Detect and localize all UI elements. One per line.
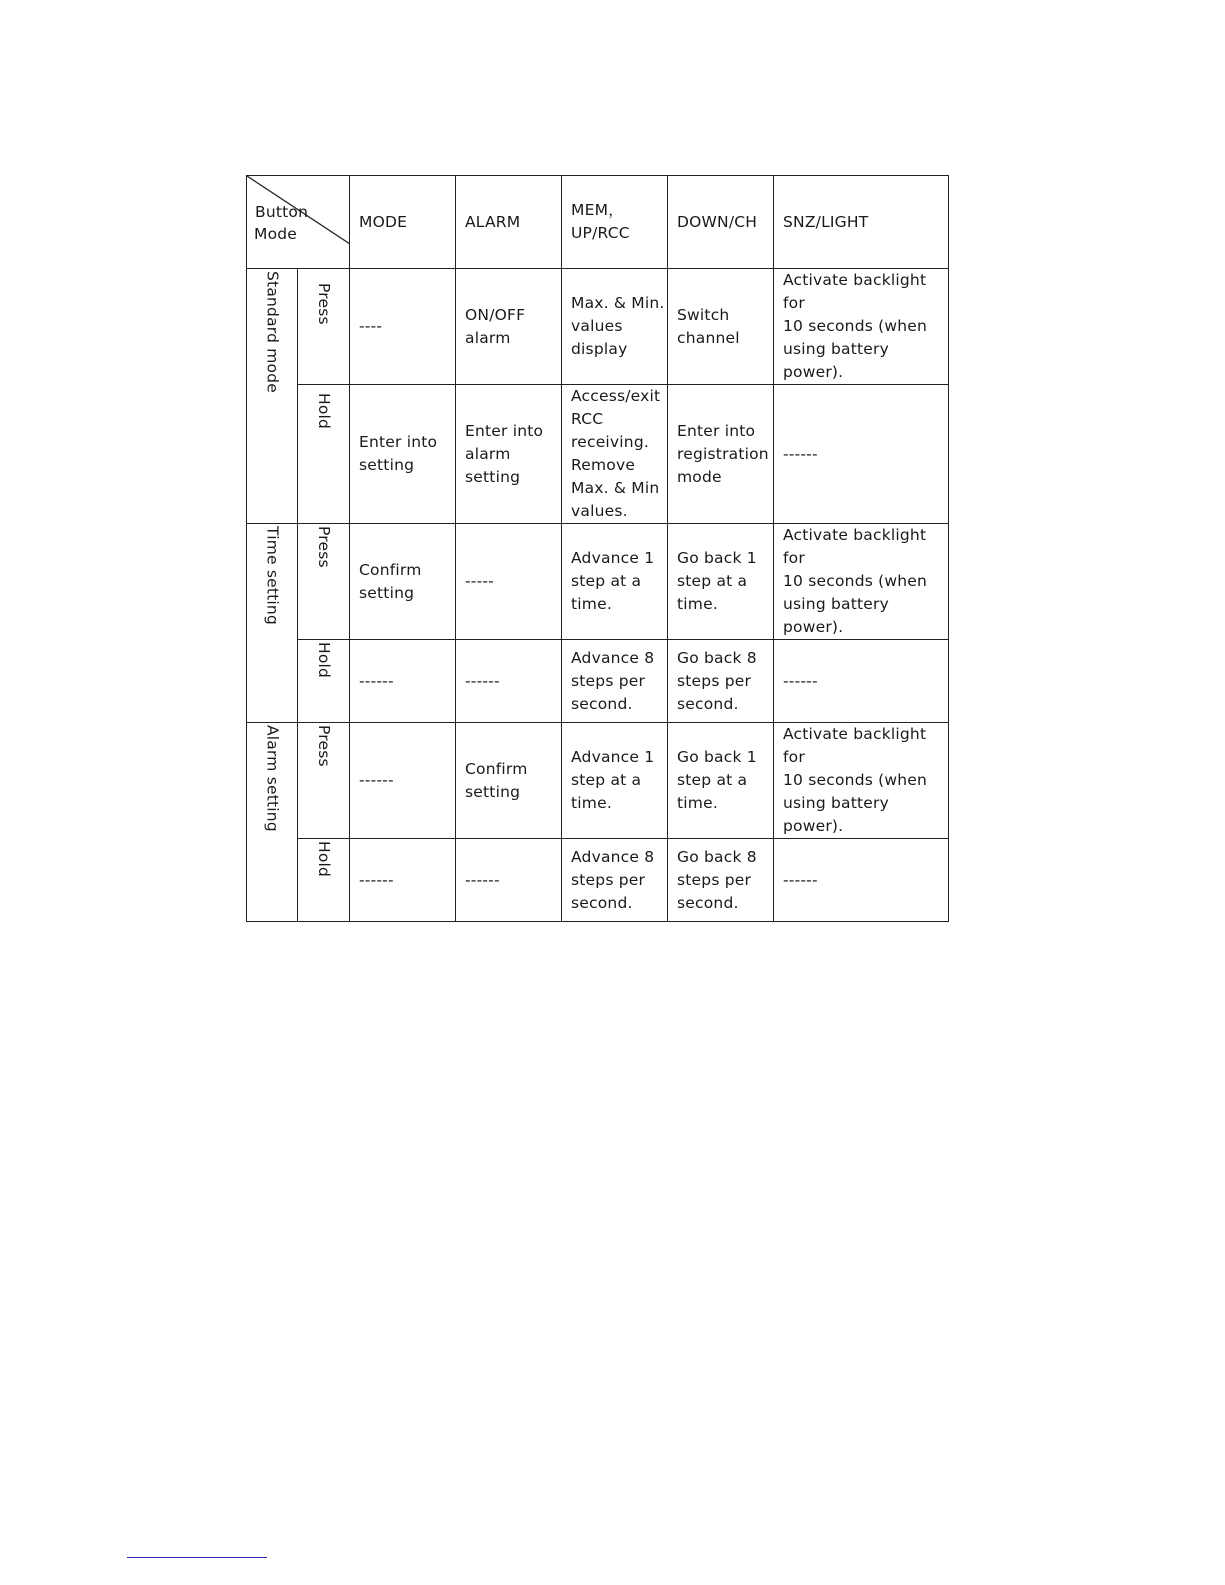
action-cell bbox=[298, 723, 350, 839]
table-cell: Enter into alarm setting bbox=[456, 385, 562, 524]
column-header-mode: MODE bbox=[350, 176, 456, 269]
corner-label-mode: Mode bbox=[254, 225, 298, 243]
group-label-standard-mode: Standard mode bbox=[263, 271, 282, 393]
table-cell: Confirm setting bbox=[350, 524, 456, 640]
button-function-table-wrapper bbox=[246, 175, 948, 912]
table-cell: Advance 1 step at a time. bbox=[562, 524, 668, 640]
action-cell bbox=[298, 524, 350, 640]
table-cell: Advance 8 steps per second. bbox=[562, 839, 668, 922]
action-label-press: Press bbox=[315, 526, 333, 568]
corner-label-button: Button bbox=[255, 203, 309, 221]
table-cell: ------ bbox=[350, 839, 456, 922]
table-cell: Go back 8 steps per second. bbox=[668, 640, 774, 723]
action-cell bbox=[298, 385, 350, 524]
table-row bbox=[247, 723, 949, 839]
column-header-down-ch: DOWN/CH bbox=[668, 176, 774, 269]
table-cell: Access/exit RCC receiving. Remove Max. & Min values. bbox=[562, 385, 668, 524]
table-cell: ---- bbox=[350, 269, 456, 385]
group-label-cell bbox=[247, 269, 298, 524]
table-cell: ------ bbox=[774, 839, 949, 922]
action-cell bbox=[298, 839, 350, 922]
button-function-table bbox=[246, 175, 949, 922]
action-cell bbox=[298, 640, 350, 723]
group-label-time-setting: Time setting bbox=[263, 526, 282, 625]
table-cell: ON/OFF alarm bbox=[456, 269, 562, 385]
action-label-press: Press bbox=[315, 283, 333, 325]
column-header-alarm: ALARM bbox=[456, 176, 562, 269]
table-cell: ------ bbox=[774, 640, 949, 723]
table-cell: Go back 8 steps per second. bbox=[668, 839, 774, 922]
header-row bbox=[247, 176, 949, 269]
table-cell: Advance 8 steps per second. bbox=[562, 640, 668, 723]
table-row bbox=[247, 524, 949, 640]
action-label-hold: Hold bbox=[315, 393, 333, 430]
table-cell: ------ bbox=[774, 385, 949, 524]
column-header-mem-up-rcc: MEM， UP/RCC bbox=[562, 176, 668, 269]
table-cell: Advance 1 step at a time. bbox=[562, 723, 668, 839]
table-cell: Enter into setting bbox=[350, 385, 456, 524]
table-cell: Enter into registration mode bbox=[668, 385, 774, 524]
corner-header-cell bbox=[247, 176, 350, 269]
table-cell: Go back 1 step at a time. bbox=[668, 723, 774, 839]
action-label-hold: Hold bbox=[315, 642, 333, 679]
table-cell: ------ bbox=[456, 839, 562, 922]
table-cell: Activate backlight for 10 seconds (when using battery power). bbox=[774, 269, 949, 385]
action-label-press: Press bbox=[315, 725, 333, 767]
table-cell: Activate backlight for 10 seconds (when using battery power). bbox=[774, 723, 949, 839]
footnote-separator-line bbox=[127, 1557, 267, 1558]
table-cell: Go back 1 step at a time. bbox=[668, 524, 774, 640]
group-label-cell bbox=[247, 524, 298, 723]
table-cell: Max. & Min. values display bbox=[562, 269, 668, 385]
table-cell: Switch channel bbox=[668, 269, 774, 385]
table-row bbox=[247, 839, 949, 922]
table-cell: ----- bbox=[456, 524, 562, 640]
table-row bbox=[247, 269, 949, 385]
group-label-alarm-setting: Alarm setting bbox=[263, 725, 282, 832]
table-cell: ------ bbox=[350, 723, 456, 839]
table-cell: Activate backlight for 10 seconds (when using battery power). bbox=[774, 524, 949, 640]
table-row bbox=[247, 640, 949, 723]
group-label-cell bbox=[247, 723, 298, 922]
action-label-hold: Hold bbox=[315, 841, 333, 878]
table-cell: ------ bbox=[456, 640, 562, 723]
table-cell: ------ bbox=[350, 640, 456, 723]
table-row bbox=[247, 385, 949, 524]
action-cell bbox=[298, 269, 350, 385]
column-header-snz-light: SNZ/LIGHT bbox=[774, 176, 949, 269]
table-cell: Confirm setting bbox=[456, 723, 562, 839]
